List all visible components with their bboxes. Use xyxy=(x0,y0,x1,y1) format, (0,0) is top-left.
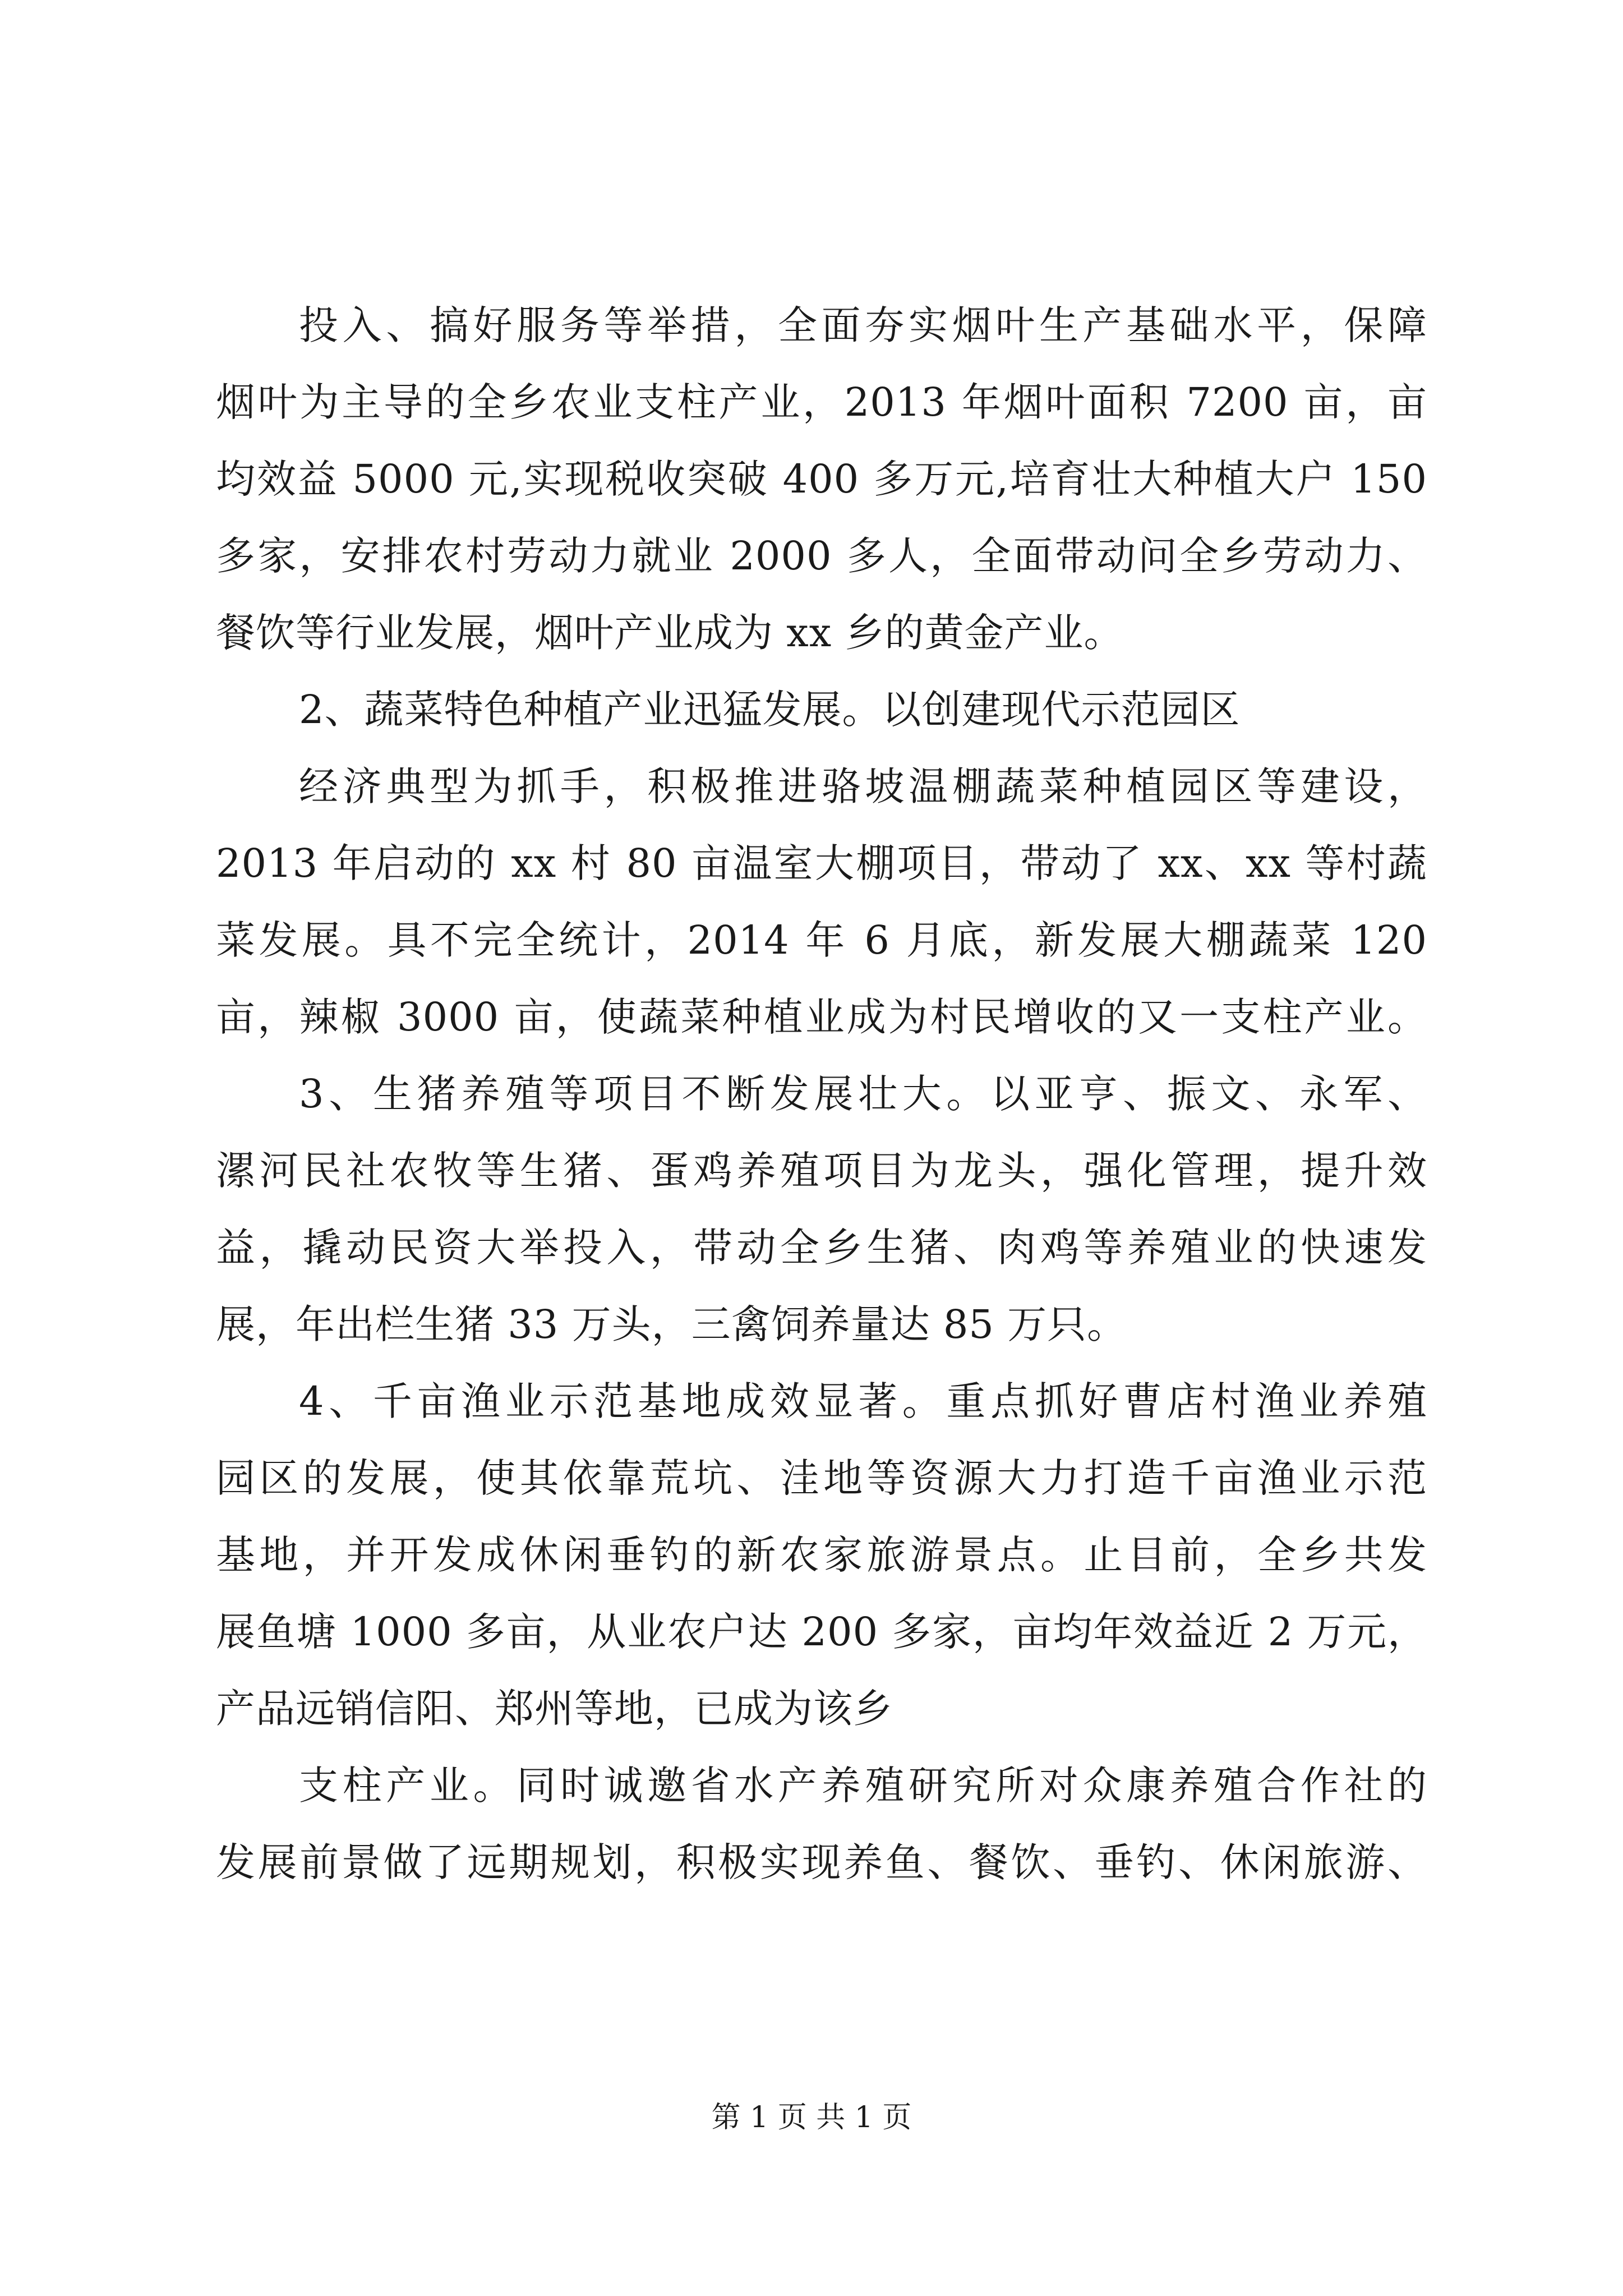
text-line-6: 2、蔬菜特色种植产业迅猛发展。以创建现代示范园区 xyxy=(299,687,1241,733)
text-line-3: 均效益 5000 元,实现税收突破 400 多万元,培育壮大种植大户 150 xyxy=(216,456,1427,502)
text-line-18: 展鱼塘 1000 多亩，从业农户达 200 多家，亩均年效益近 2 万元， xyxy=(216,1609,1427,1655)
text-line-21: 发展前景做了远期规划，积极实现养鱼、餐饮、垂钓、休闲旅游、 xyxy=(216,1839,1427,1885)
text-line-11: 3、生猪养殖等项目不断发展壮大。以亚亨、振文、永军、 xyxy=(299,1071,1427,1117)
text-line-7: 经济典型为抓手，积极推进骆坡温棚蔬菜种植园区等建设， xyxy=(299,763,1427,809)
text-line-1: 投入、搞好服务等举措，全面夯实烟叶生产基础水平，保障 xyxy=(299,302,1427,348)
text-line-8: 2013 年启动的 xx 村 80 亩温室大棚项目，带动了 xx、xx 等村蔬 xyxy=(216,840,1427,886)
text-line-19: 产品远销信阳、郑州等地，已成为该乡 xyxy=(216,1686,893,1732)
text-line-12: 漯河民社农牧等生猪、蛋鸡养殖项目为龙头，强化管理，提升效 xyxy=(216,1148,1427,1194)
page-number-footer: 第 1 页 共 1 页 xyxy=(711,2101,912,2134)
text-line-5: 餐饮等行业发展，烟叶产业成为 xx 乡的黄金产业。 xyxy=(216,610,1124,656)
text-line-17: 基地，并开发成休闲垂钓的新农家旅游景点。止目前，全乡共发 xyxy=(216,1532,1427,1578)
text-line-2: 烟叶为主导的全乡农业支柱产业，2013 年烟叶面积 7200 亩，亩 xyxy=(216,379,1427,425)
text-line-16: 园区的发展，使其依靠荒坑、洼地等资源大力打造千亩渔业示范 xyxy=(216,1455,1427,1501)
text-line-4: 多家，安排农村劳动力就业 2000 多人，全面带动问全乡劳动力、 xyxy=(216,533,1427,579)
text-line-13: 益，撬动民资大举投入，带动全乡生猪、肉鸡等养殖业的快速发 xyxy=(216,1225,1427,1271)
text-line-10: 亩，辣椒 3000 亩，使蔬菜种植业成为村民增收的又一支柱产业。 xyxy=(216,994,1427,1040)
text-line-14: 展，年出栏生猪 33 万头，三禽饲养量达 85 万只。 xyxy=(216,1301,1127,1347)
text-line-15: 4、千亩渔业示范基地成效显著。重点抓好曹店村渔业养殖 xyxy=(299,1378,1427,1424)
text-line-20: 支柱产业。同时诚邀省水产养殖研究所对众康养殖合作社的 xyxy=(299,1763,1427,1809)
text-line-9: 菜发展。具不完全统计，2014 年 6 月底，新发展大棚蔬菜 120 xyxy=(216,917,1427,963)
